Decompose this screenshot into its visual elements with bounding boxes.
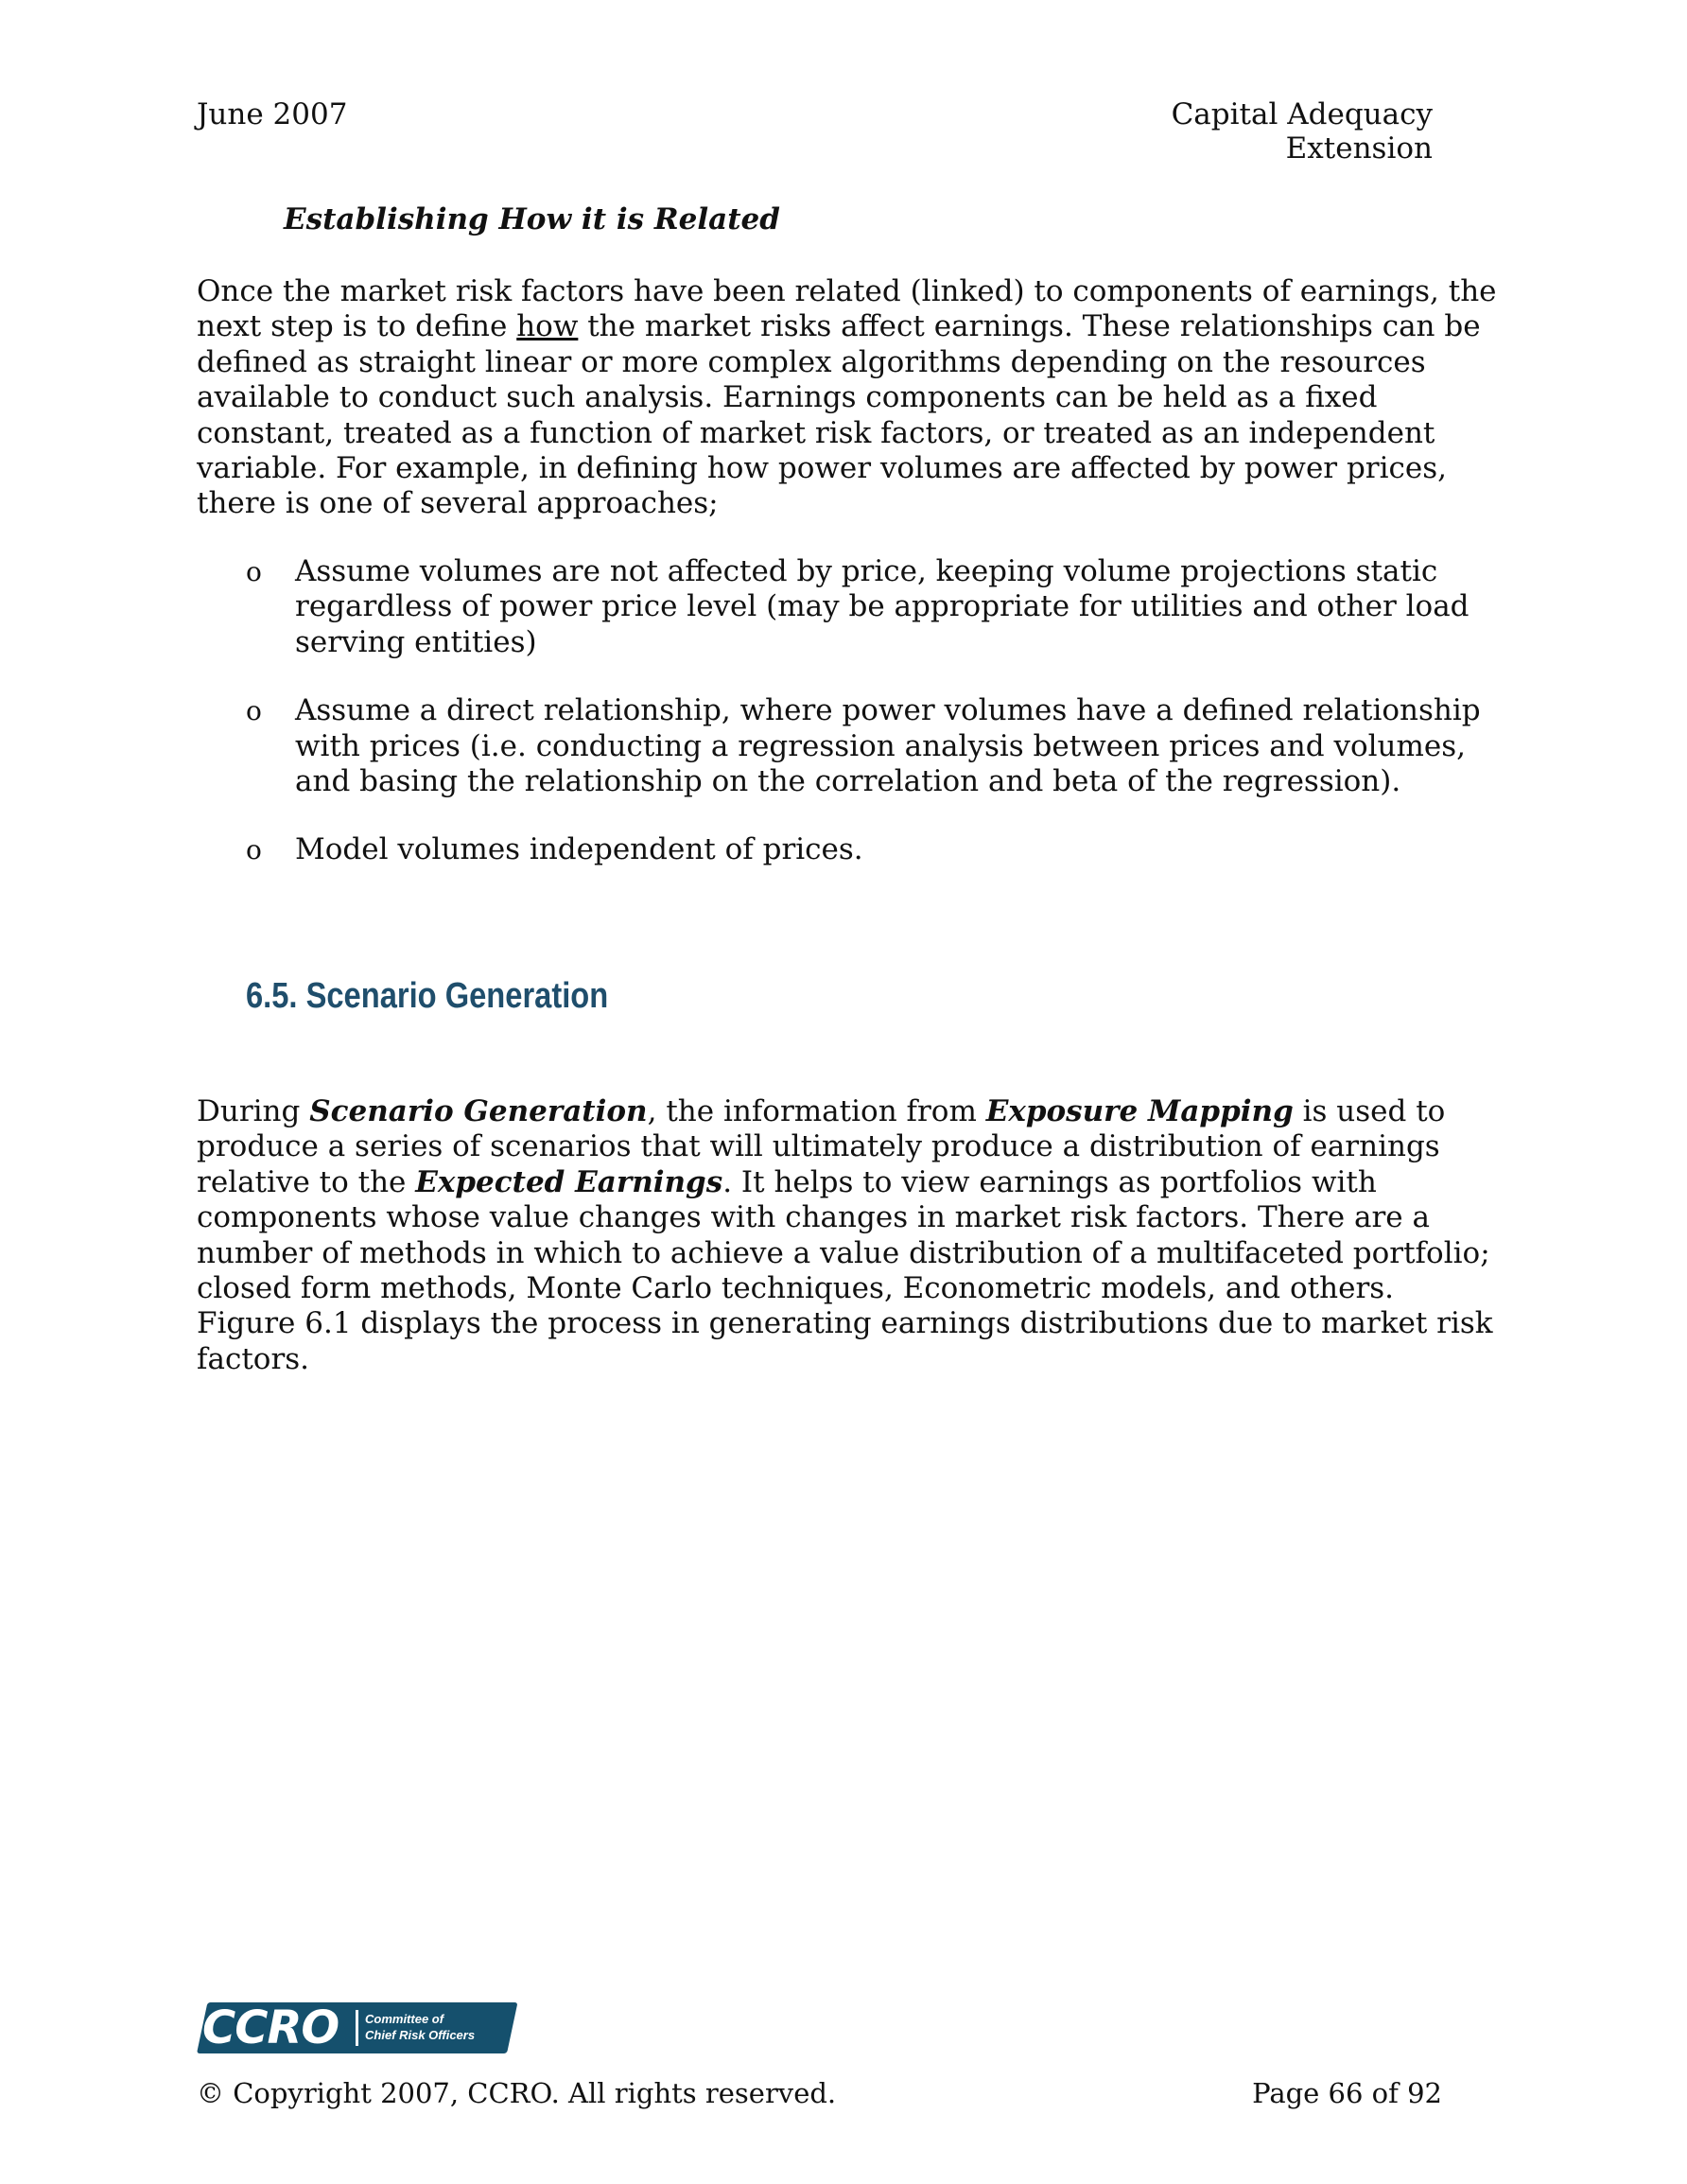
list-item-text: Assume volumes are not affected by price, keeping volume projections static regardless of power price level (may be appropriate for utilities and other load serving entities) — [295, 554, 1470, 659]
bullet-marker: o — [246, 695, 262, 727]
underlined-word: how — [516, 309, 579, 344]
paragraph-intro — [197, 274, 1502, 522]
footer-page-number: Page 66 of 92 — [1252, 2077, 1442, 2109]
section-heading: 6.5. Scenario Generation — [246, 976, 609, 1016]
list-item-text: Model volumes independent of prices. — [295, 832, 863, 867]
logo-tagline-line1: Committee of — [365, 2012, 444, 2026]
list-item — [197, 693, 1511, 799]
paragraph-text: is used to produce a series of scenarios that will ultimately produce a distribution of earnings relative to the — [197, 1094, 1446, 1199]
paragraph-text: , the information from — [647, 1094, 986, 1128]
list-item — [197, 832, 1511, 867]
paragraph-intro-text-2: the market risks affect earnings. These relationships can be defined as straight linear or more complex algorithms depending on the resources available to conduct such analysis. Earnings components can be held as a fixed constant, treated as a function of market risk factors, or treated as an independent variable. For example, in defining how power volumes are affected by power prices, there is one of several approaches; — [197, 309, 1481, 521]
footer-copyright: © Copyright 2007, CCRO. All rights reserved. — [197, 2077, 837, 2109]
logo-inner — [197, 2002, 507, 2053]
paragraph-text: . It helps to view earnings as portfolios with components whose value changes with changes in market risk factors. There are a number of methods in which to achieve a value distribution of a multifaceted portfolio; closed form methods, Monte Carlo techniques, Econometric models, and others. Figure 6.1 displays the process in generating earnings distributions due to market risk factors. — [197, 1164, 1493, 1376]
logo-divider — [356, 2010, 358, 2046]
term-scenario-generation: Scenario Generation — [309, 1094, 648, 1128]
approach-list — [197, 554, 1511, 901]
term-exposure-mapping: Exposure Mapping — [985, 1094, 1294, 1128]
header-title: Capital Adequacy Extension — [1171, 97, 1433, 166]
paragraph-scenario — [197, 1094, 1502, 1377]
logo-wordmark: CCRO — [202, 2001, 339, 2054]
list-item — [197, 554, 1511, 660]
paragraph-text: During — [197, 1094, 310, 1128]
subheading: Establishing How it is Related — [284, 202, 780, 236]
paragraph-intro-text-1: Once the market risk factors have been related (linked) to components of earnings, the next step is to define — [197, 274, 1497, 344]
logo-tagline-line2: Chief Risk Officers — [365, 2028, 476, 2042]
bullet-marker: o — [246, 556, 262, 587]
term-expected-earnings: Expected Earnings — [415, 1164, 723, 1199]
header-date: June 2007 — [197, 97, 348, 131]
bullet-marker: o — [246, 834, 262, 866]
ccro-logo — [197, 2002, 517, 2053]
list-item-text: Assume a direct relationship, where power volumes have a defined relationship with prices (i.e. conducting a regression analysis between prices and volumes, and basing the relationship on the correlation and beta of the regression). — [295, 693, 1481, 799]
logo-tagline — [365, 2011, 475, 2043]
